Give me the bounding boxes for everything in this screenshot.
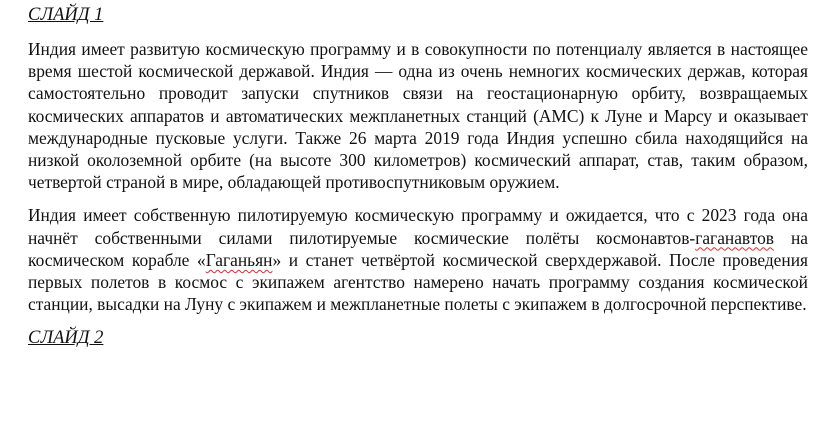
slide-2-heading: СЛАЙД 2 — [28, 328, 104, 349]
misspelled-word-gaganauts[interactable]: гаганавтов — [695, 227, 774, 248]
slide-1-paragraph-2 — [28, 204, 808, 315]
paragraph-2-text-a: Индия имеет собственную пилотируемую космическую программу и ожидается, что с 2023 года она начнёт собственными силами пилотируемые космические полёты космонавтов- — [28, 205, 808, 248]
misspelled-word-gaganyaan[interactable]: Гаганьян — [205, 249, 273, 270]
paragraph-2-text-b: на космическом корабле « — [28, 227, 808, 270]
paragraph-2-text-c: » и станет четвёртой космической сверхдержавой. После проведения первых полетов в космос с экипажем агентство намерено начать программу создания космической станции, высадки на Луну с экипажем и межпланетные полеты с экипажем в долгосрочной перспективе. — [28, 249, 808, 315]
document-page — [28, 4, 808, 349]
slide-1-heading: СЛАЙД 1 — [28, 5, 104, 25]
slide-1-paragraph-1: Индия имеет развитую космическую программу и в совокупности по потенциалу является в настоящее время шестой космической державой. Индия — одна из очень немногих космических держав, которая самостоятельно проводит запуски спутников связи на геостационарную орбиту, возвращаемых космических аппаратов и автоматических межпланетных станций (АМС) к Луне и Марсу и оказывает международные пусковые услуги. Также 26 марта 2019 года Индия успешно сбила находящийся на низкой околоземной орбите (на высоте 300 километров) космический аппарат, став, таким образом, четвертой страной в мире, обладающей противоспутниковым оружием. — [28, 39, 808, 193]
